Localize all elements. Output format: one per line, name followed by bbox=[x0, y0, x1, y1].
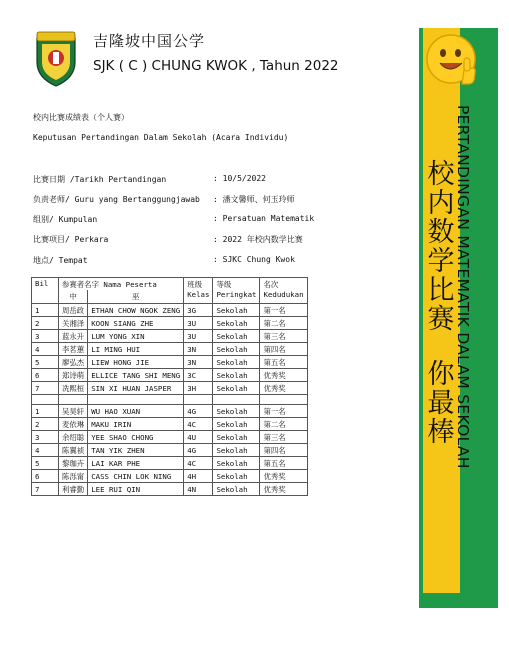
cell-bil: 7 bbox=[32, 483, 59, 496]
table-row bbox=[32, 444, 308, 457]
cell-level: Sekolah bbox=[213, 369, 260, 382]
cell-bil: 6 bbox=[32, 369, 59, 382]
cell-rank: 第一名 bbox=[260, 304, 307, 317]
info-label-teacher: 负责老师/ Guru yang Bertanggungjawab bbox=[33, 195, 200, 204]
group-year3 bbox=[32, 304, 308, 395]
cell-name-cn: 郑诗萌 bbox=[59, 369, 88, 382]
cell-bil: 4 bbox=[32, 343, 59, 356]
cell-name-en: KOON SIANG ZHE bbox=[88, 317, 184, 330]
cell-name-en: CASS CHIN LOK NING bbox=[88, 470, 184, 483]
cell-level: Sekolah bbox=[213, 418, 260, 431]
header-name: 参赛者名字 Nama Peserta bbox=[59, 278, 184, 291]
cell-class: 4N bbox=[184, 483, 213, 496]
cell-bil: 1 bbox=[32, 405, 59, 418]
cell-name-cn: 蓝永升 bbox=[59, 330, 88, 343]
cell-bil: 6 bbox=[32, 470, 59, 483]
cell-level: Sekolah bbox=[213, 382, 260, 395]
cell-rank: 第五名 bbox=[260, 356, 307, 369]
school-crest-icon bbox=[33, 30, 79, 88]
cell-class: 3H bbox=[184, 382, 213, 395]
thumbs-up-smiley-icon bbox=[420, 30, 482, 92]
cell-class: 4U bbox=[184, 431, 213, 444]
cell-name-en: MAKU IRIN bbox=[88, 418, 184, 431]
cell-level: Sekolah bbox=[213, 330, 260, 343]
cell-rank: 第二名 bbox=[260, 418, 307, 431]
banner-char: 学 bbox=[427, 246, 455, 277]
cell-bil: 3 bbox=[32, 330, 59, 343]
cell-name-cn: 周岳政 bbox=[59, 304, 88, 317]
cell-rank: 第三名 bbox=[260, 431, 307, 444]
info-value-venue: : SJKC Chung Kwok bbox=[213, 255, 295, 264]
cell-rank: 优秀奖 bbox=[260, 470, 307, 483]
banner-char: 比 bbox=[427, 275, 455, 306]
cell-level: Sekolah bbox=[213, 483, 260, 496]
header-name-cn: 中 bbox=[59, 290, 88, 304]
school-name-chinese: 吉隆坡中国公学 bbox=[93, 32, 206, 50]
cell-class: 4C bbox=[184, 457, 213, 470]
banner-char: 你 bbox=[427, 359, 455, 390]
cell-name-en: SIN XI HUAN JASPER bbox=[88, 382, 184, 395]
cell-bil: 5 bbox=[32, 457, 59, 470]
cell-class: 3U bbox=[184, 317, 213, 330]
cell-name-cn: 关湘泽 bbox=[59, 317, 88, 330]
cell-rank: 第三名 bbox=[260, 330, 307, 343]
cell-name-en: LIEW HONG JIE bbox=[88, 356, 184, 369]
cell-name-en: ETHAN CHOW NGOK ZENG bbox=[88, 304, 184, 317]
cell-name-cn: 李茗蕙 bbox=[59, 343, 88, 356]
cell-name-en: ELLICE TANG SHI MENG bbox=[88, 369, 184, 382]
cell-name-cn: 陈泺甯 bbox=[59, 470, 88, 483]
cell-class: 3G bbox=[184, 304, 213, 317]
cell-class: 4H bbox=[184, 470, 213, 483]
table-row bbox=[32, 356, 308, 369]
cell-name-cn: 利睿勤 bbox=[59, 483, 88, 496]
table-row bbox=[32, 343, 308, 356]
cell-bil: 1 bbox=[32, 304, 59, 317]
title-malay: Keputusan Pertandingan Dalam Sekolah (Acara Individu) bbox=[33, 133, 289, 142]
info-label-date: 比赛日期 /Tarikh Pertandingan bbox=[33, 175, 167, 184]
school-name-english: SJK ( C ) CHUNG KWOK , Tahun 2022 bbox=[93, 58, 339, 74]
cell-level: Sekolah bbox=[213, 405, 260, 418]
banner-char: 内 bbox=[427, 188, 455, 219]
cell-level: Sekolah bbox=[213, 470, 260, 483]
cell-rank: 第五名 bbox=[260, 457, 307, 470]
banner-char: 赛 bbox=[427, 304, 455, 335]
cell-class: 4G bbox=[184, 444, 213, 457]
table-row bbox=[32, 418, 308, 431]
group-year4 bbox=[32, 405, 308, 496]
cell-rank: 第二名 bbox=[260, 317, 307, 330]
table-row bbox=[32, 330, 308, 343]
cell-name-cn: 吴昊轩 bbox=[59, 405, 88, 418]
cell-rank: 优秀奖 bbox=[260, 369, 307, 382]
results-table bbox=[31, 277, 308, 496]
cell-level: Sekolah bbox=[213, 356, 260, 369]
cell-rank: 第四名 bbox=[260, 444, 307, 457]
cell-name-en: LI MING HUI bbox=[88, 343, 184, 356]
info-label-group: 组别/ Kumpulan bbox=[33, 215, 98, 224]
table-row bbox=[32, 470, 308, 483]
cell-bil: 7 bbox=[32, 382, 59, 395]
table-row bbox=[32, 405, 308, 418]
cell-name-cn: 陈翼祯 bbox=[59, 444, 88, 457]
cell-level: Sekolah bbox=[213, 431, 260, 444]
banner-char: 棒 bbox=[427, 417, 455, 448]
cell-bil: 2 bbox=[32, 317, 59, 330]
cell-name-en: YEE SHAO CHONG bbox=[88, 431, 184, 444]
group-spacer bbox=[32, 395, 308, 405]
cell-class: 3C bbox=[184, 369, 213, 382]
cell-name-en: WU HAO XUAN bbox=[88, 405, 184, 418]
cell-name-en: LEE RUI QIN bbox=[88, 483, 184, 496]
header-class: 班级 Kelas bbox=[184, 278, 213, 304]
cell-class: 4C bbox=[184, 418, 213, 431]
cell-name-cn: 黎珈卉 bbox=[59, 457, 88, 470]
banner-char: 最 bbox=[427, 388, 455, 419]
banner-char: 校 bbox=[427, 159, 455, 190]
cell-name-cn: 廖弘杰 bbox=[59, 356, 88, 369]
cell-name-en: TAN YIK ZHEN bbox=[88, 444, 184, 457]
header-rank: 名次 Kedudukan bbox=[260, 278, 307, 304]
info-value-date: : 10/5/2022 bbox=[213, 174, 266, 183]
table-row bbox=[32, 457, 308, 470]
cell-class: 4G bbox=[184, 405, 213, 418]
cell-level: Sekolah bbox=[213, 457, 260, 470]
table-row bbox=[32, 317, 308, 330]
cell-class: 3N bbox=[184, 356, 213, 369]
cell-class: 3N bbox=[184, 343, 213, 356]
info-label-event: 比赛项目/ Perkara bbox=[33, 235, 109, 244]
cell-name-cn: 冼熙桓 bbox=[59, 382, 88, 395]
table-row bbox=[32, 369, 308, 382]
table-row bbox=[32, 382, 308, 395]
info-value-group: : Persatuan Matematik bbox=[213, 214, 315, 223]
cell-class: 3U bbox=[184, 330, 213, 343]
table-row bbox=[32, 483, 308, 496]
header-name-en: 巫 bbox=[88, 290, 184, 304]
cell-name-cn: 麦依琳 bbox=[59, 418, 88, 431]
cell-level: Sekolah bbox=[213, 304, 260, 317]
cell-name-en: LUM YONG XIN bbox=[88, 330, 184, 343]
table-row bbox=[32, 431, 308, 444]
header-level: 等级 Peringkat bbox=[213, 278, 260, 304]
banner-white-edge bbox=[406, 28, 419, 608]
info-label-venue: 地点/ Tempat bbox=[33, 256, 88, 265]
cell-rank: 优秀奖 bbox=[260, 382, 307, 395]
banner-char: 数 bbox=[427, 217, 455, 248]
cell-rank: 第四名 bbox=[260, 343, 307, 356]
cell-bil: 4 bbox=[32, 444, 59, 457]
info-value-event: : 2022 年校内数学比赛 bbox=[213, 235, 303, 244]
cell-level: Sekolah bbox=[213, 317, 260, 330]
cell-rank: 优秀奖 bbox=[260, 483, 307, 496]
info-value-teacher: : 潘文馨师、何玉玲师 bbox=[213, 195, 295, 204]
cell-bil: 3 bbox=[32, 431, 59, 444]
cell-bil: 2 bbox=[32, 418, 59, 431]
header-bil: Bil bbox=[32, 278, 59, 304]
banner-vertical-malay-text: PERTANDINGAN MATEMATIK DALAM SEKOLAH bbox=[454, 105, 472, 469]
title-chinese: 校内比赛成绩表（个人赛） bbox=[33, 113, 129, 122]
cell-level: Sekolah bbox=[213, 343, 260, 356]
cell-bil: 5 bbox=[32, 356, 59, 369]
cell-name-cn: 余绍聪 bbox=[59, 431, 88, 444]
cell-rank: 第一名 bbox=[260, 405, 307, 418]
cell-name-en: LAI KAR PHE bbox=[88, 457, 184, 470]
table-row bbox=[32, 304, 308, 317]
cell-level: Sekolah bbox=[213, 444, 260, 457]
